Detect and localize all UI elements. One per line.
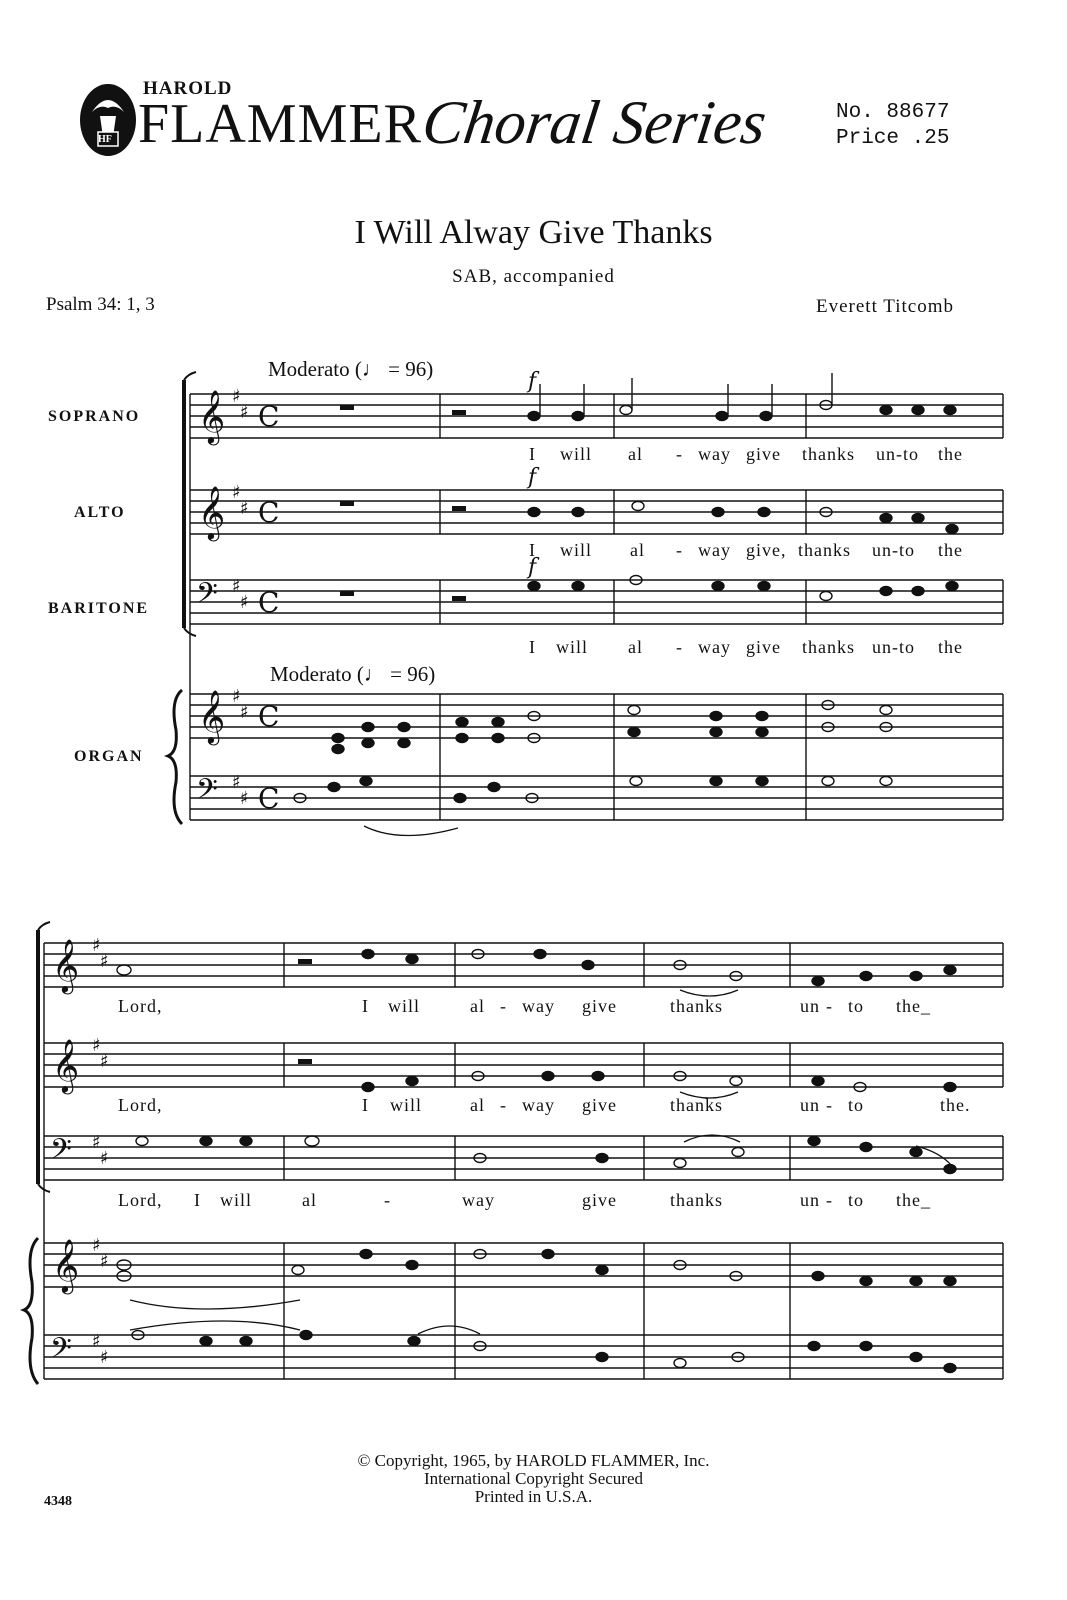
lyric-word: I bbox=[529, 444, 536, 464]
text-source: Psalm 34: 1, 3 bbox=[46, 294, 155, 315]
plate-number: 4348 bbox=[44, 1494, 72, 1509]
lyric-word: al bbox=[628, 637, 643, 657]
publisher-name: FLAMMER bbox=[138, 93, 422, 155]
bass-clef-icon: 𝄢 bbox=[196, 773, 218, 813]
lyric-word: give bbox=[746, 637, 781, 657]
lyric-word: I bbox=[529, 637, 536, 657]
lyric-word: will bbox=[556, 637, 589, 657]
svg-text:♯: ♯ bbox=[100, 1347, 109, 1368]
lyric-word: thanks bbox=[802, 637, 855, 657]
lyric-word: - bbox=[676, 637, 683, 657]
lyric-word: thanks bbox=[670, 1190, 723, 1210]
lyric-word: to bbox=[848, 1190, 865, 1210]
lyric-word: - bbox=[826, 1190, 833, 1210]
staff2-alto bbox=[44, 1043, 1003, 1087]
tempo-organ: Moderato (♩ = 96) bbox=[270, 662, 436, 686]
lyric-word: way bbox=[698, 444, 731, 464]
svg-text:C: C bbox=[258, 782, 280, 815]
part-label-organ: ORGAN bbox=[74, 748, 144, 765]
lyric-word: al bbox=[302, 1190, 317, 1210]
svg-text:♯: ♯ bbox=[92, 935, 101, 956]
lyric-word: to bbox=[848, 1095, 865, 1115]
staff2-organ-treble bbox=[44, 1243, 1003, 1287]
bass-clef-icon: 𝄢 bbox=[196, 577, 218, 617]
lyric-word: I bbox=[194, 1190, 201, 1210]
lyric-word: al bbox=[470, 996, 485, 1016]
treble-clef-icon: 𝄞 bbox=[198, 485, 226, 539]
lyric-word: - bbox=[826, 1095, 833, 1115]
svg-text:♯: ♯ bbox=[92, 1132, 101, 1153]
svg-text:♯: ♯ bbox=[92, 1035, 101, 1056]
lyric-word: to bbox=[848, 996, 865, 1016]
lyric-word: will bbox=[560, 444, 593, 464]
svg-text:♯: ♯ bbox=[232, 386, 241, 407]
dynamic-forte: f bbox=[528, 369, 537, 394]
svg-text:♯: ♯ bbox=[240, 788, 249, 809]
price: Price .25 bbox=[836, 127, 950, 150]
lyric-word: will bbox=[388, 996, 421, 1016]
lyric-word: way bbox=[698, 540, 731, 560]
staff-soprano bbox=[190, 394, 1003, 438]
treble-clef-icon: 𝄞 bbox=[198, 389, 226, 443]
lyric-word: - bbox=[826, 996, 833, 1016]
lyric-word: I bbox=[362, 1095, 369, 1115]
lyric-word: will bbox=[560, 540, 593, 560]
staff2-baritone bbox=[44, 1136, 1003, 1180]
treble-clef-icon: 𝄞 bbox=[198, 689, 226, 743]
lyric-word: the_ bbox=[896, 996, 931, 1016]
lyric-word: I bbox=[362, 996, 369, 1016]
lyric-word: Lord, bbox=[118, 1095, 163, 1115]
bass-clef-icon: 𝄢 bbox=[50, 1332, 72, 1372]
lyric-word: un bbox=[800, 1190, 820, 1210]
lyric-word: al bbox=[628, 444, 643, 464]
time-signature-common bbox=[258, 400, 279, 815]
lyric-word: - bbox=[676, 444, 683, 464]
series-name: Choral Series bbox=[418, 89, 771, 157]
svg-text:♯: ♯ bbox=[92, 1331, 101, 1352]
lyric-word: the_ bbox=[896, 1190, 931, 1210]
piece-title: I Will Alway Give Thanks bbox=[354, 214, 713, 251]
staff2-organ-bass bbox=[44, 1335, 1003, 1379]
lyric-word: thanks bbox=[802, 444, 855, 464]
lyric-word: the bbox=[938, 444, 963, 464]
lyric-word: give bbox=[582, 1095, 617, 1115]
lyric-word: will bbox=[390, 1095, 423, 1115]
lyric-word: way bbox=[522, 1095, 555, 1115]
copyright-line: © Copyright, 1965, by HAROLD FLAMMER, Inc. bbox=[357, 1451, 710, 1470]
lyric-word: al bbox=[470, 1095, 485, 1115]
publisher-name-top: HAROLD bbox=[143, 78, 233, 99]
lyric-word: give bbox=[582, 996, 617, 1016]
logo-letters: HF bbox=[98, 134, 112, 145]
lyric-word: Lord, bbox=[118, 1190, 163, 1210]
dynamic-forte: f bbox=[528, 555, 537, 580]
lyric-word: un bbox=[800, 1095, 820, 1115]
svg-text:♯: ♯ bbox=[232, 482, 241, 503]
svg-text:C: C bbox=[258, 400, 280, 433]
composer: Everett Titcomb bbox=[816, 296, 954, 317]
svg-text:♯: ♯ bbox=[100, 1148, 109, 1169]
lyric-word: un-to bbox=[872, 637, 915, 657]
lyric-word: - bbox=[384, 1190, 391, 1210]
svg-text:C: C bbox=[258, 586, 280, 619]
svg-text:♯: ♯ bbox=[232, 576, 241, 597]
lyric-word: way bbox=[522, 996, 555, 1016]
lyric-word: un-to bbox=[872, 540, 915, 560]
svg-text:C: C bbox=[258, 700, 280, 733]
tempo-choir: Moderato (♩ = 96) bbox=[268, 357, 434, 381]
part-label-baritone: BARITONE bbox=[48, 600, 150, 617]
svg-text:♯: ♯ bbox=[100, 951, 109, 972]
svg-text:C: C bbox=[258, 496, 280, 529]
lyric-word: will bbox=[220, 1190, 253, 1210]
lyric-word: - bbox=[676, 540, 683, 560]
copyright-notice bbox=[0, 1452, 1067, 1506]
svg-text:♯: ♯ bbox=[232, 686, 241, 707]
copyright-line: International Copyright Secured bbox=[423, 1469, 644, 1488]
treble-clef-icon: 𝄞 bbox=[52, 1238, 80, 1292]
lyric-word: un-to bbox=[876, 444, 919, 464]
svg-text:♯: ♯ bbox=[240, 402, 249, 423]
staff-baritone bbox=[190, 580, 1003, 624]
svg-text:♯: ♯ bbox=[92, 1235, 101, 1256]
lyric-word: give bbox=[746, 444, 781, 464]
svg-text:♯: ♯ bbox=[100, 1051, 109, 1072]
svg-text:♯: ♯ bbox=[240, 702, 249, 723]
catalog-number: No. 88677 bbox=[836, 101, 950, 124]
bass-clef-icon: 𝄢 bbox=[50, 1133, 72, 1173]
svg-text:♯: ♯ bbox=[240, 498, 249, 519]
dynamic-forte: f bbox=[528, 465, 537, 490]
lyric-word: un bbox=[800, 996, 820, 1016]
lyric-word: al bbox=[630, 540, 645, 560]
lyric-word: give, bbox=[746, 540, 787, 560]
lyric-word: I bbox=[529, 540, 536, 560]
lyric-word: - bbox=[500, 1095, 507, 1115]
part-label-soprano: SOPRANO bbox=[48, 408, 141, 425]
lyric-word: way bbox=[698, 637, 731, 657]
staff2-soprano bbox=[44, 943, 1003, 987]
voicing: SAB, accompanied bbox=[452, 266, 615, 287]
lyric-word: the bbox=[938, 637, 963, 657]
lyric-word: way bbox=[462, 1190, 495, 1210]
staff-organ-treble bbox=[190, 694, 1003, 738]
lyric-word: - bbox=[500, 996, 507, 1016]
lyric-word: thanks bbox=[670, 996, 723, 1016]
copyright-line: Printed in U.S.A. bbox=[474, 1487, 593, 1506]
lyric-word: the. bbox=[940, 1095, 971, 1115]
part-label-alto: ALTO bbox=[74, 504, 126, 521]
treble-clef-icon: 𝄞 bbox=[52, 938, 80, 992]
svg-text:♯: ♯ bbox=[100, 1251, 109, 1272]
lyric-word: the bbox=[938, 540, 963, 560]
lyric-word: thanks bbox=[670, 1095, 723, 1115]
lyric-word: Lord, bbox=[118, 996, 163, 1016]
staff-alto bbox=[190, 490, 1003, 534]
treble-clef-icon: 𝄞 bbox=[52, 1038, 80, 1092]
lyric-word: thanks bbox=[798, 540, 851, 560]
lyric-word: give bbox=[582, 1190, 617, 1210]
svg-text:♯: ♯ bbox=[240, 592, 249, 613]
svg-text:♯: ♯ bbox=[232, 772, 241, 793]
